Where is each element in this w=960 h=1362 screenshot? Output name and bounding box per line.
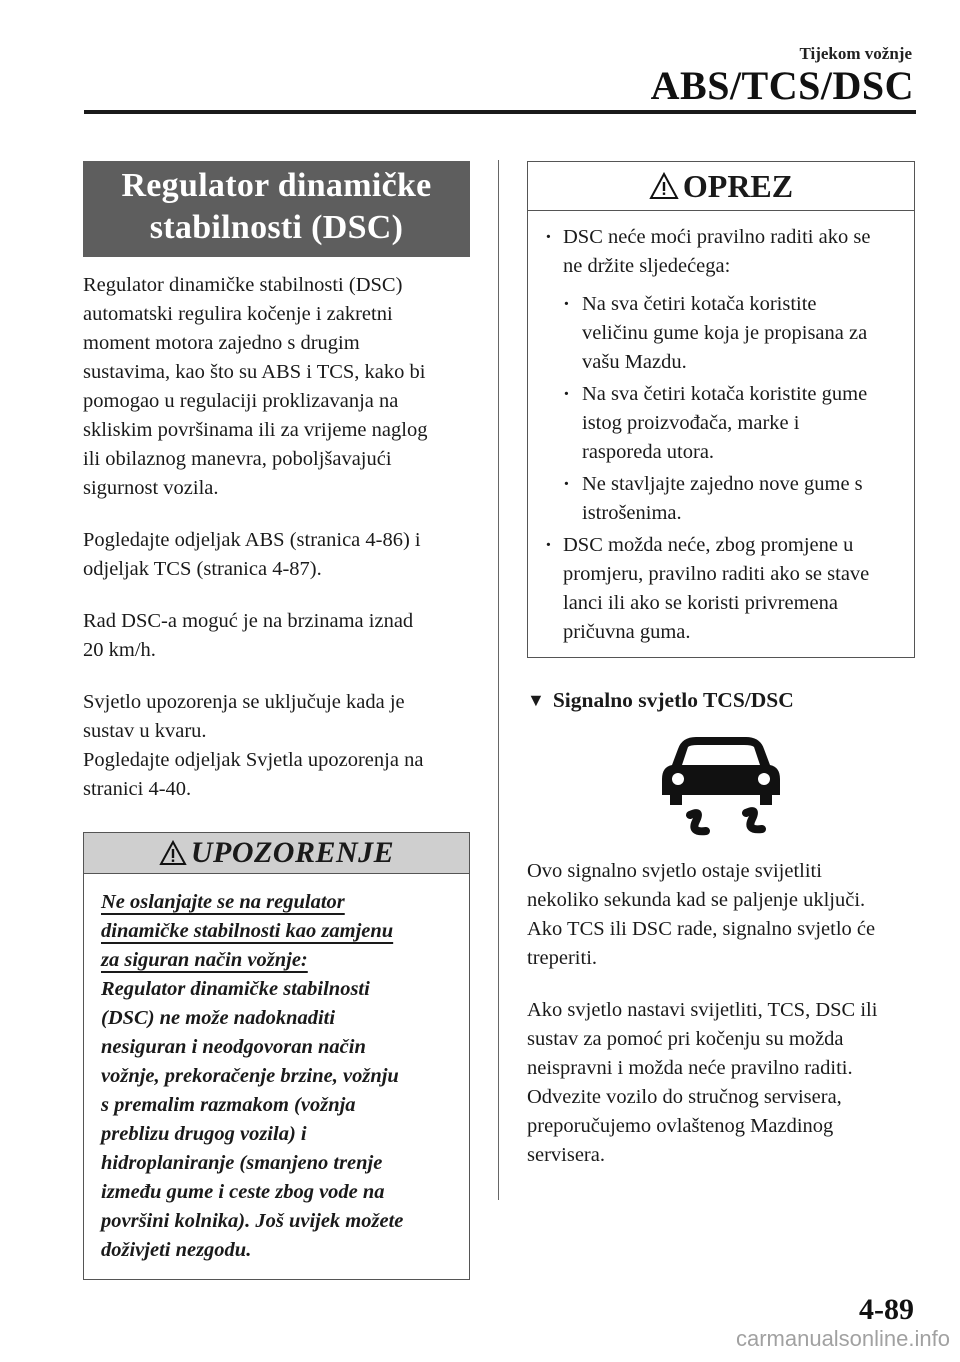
watermark: carmanualsonline.info (735, 1326, 950, 1351)
warning-line: površini kolnika). Još uvijek možete (101, 1210, 404, 1232)
caution-sub-bullet (542, 290, 898, 377)
text-line: moment motora zajedno s drugim (83, 332, 360, 354)
caution-box (527, 161, 915, 658)
text-line: Svjetlo upozorenja se uključuje kada je (83, 691, 405, 713)
right-column (527, 161, 915, 1170)
bullet-dot: · (545, 226, 552, 248)
warning-line: (DSC) ne može nadoknaditi (101, 1007, 336, 1029)
warning-line: preblizu drugog vozila) i (101, 1123, 307, 1145)
text-line: istrošenima. (582, 502, 682, 524)
text-line: sigurnost vozila. (83, 477, 219, 499)
text-line: DSC neće moći pravilno raditi ako se (563, 226, 871, 248)
warning-header (84, 833, 469, 874)
text-line: rasporeda utora. (582, 441, 715, 463)
warning-box (83, 832, 470, 1280)
warning-title: UPOZORENJE (190, 836, 395, 869)
text-line: neispravni i možda neće pravilno raditi. (527, 1057, 853, 1079)
text-line: vašu Mazdu. (582, 351, 687, 373)
text-line: lanci ili ako se koristi privremena (563, 592, 838, 614)
speed-paragraph (83, 607, 470, 665)
text-line: Odvezite vozilo do stručnog servisera, (527, 1086, 842, 1108)
warning-line: Regulator dinamičke stabilnosti (101, 978, 370, 1000)
left-column (83, 161, 470, 1280)
warning-line: vožnje, prekoračenje brzine, vožnju (101, 1065, 399, 1087)
text-line: stranici 4-40. (83, 778, 192, 800)
text-line: nekoliko sekunda kad se paljenje uključi. (527, 889, 866, 911)
text-line: servisera. (527, 1144, 605, 1166)
text-line: promjeru, pravilno raditi ako se stave (563, 563, 870, 585)
warning-body (84, 874, 469, 1279)
warning-triangle-icon (159, 840, 187, 866)
caution-bullet (542, 531, 898, 647)
warning-triangle-icon (649, 172, 679, 200)
caution-sub-bullet (542, 470, 898, 528)
signal-light-heading (527, 688, 915, 713)
bullet-dot: · (563, 383, 570, 405)
text-line: pričuvna guma. (563, 621, 691, 643)
bullet-dot: · (563, 473, 570, 495)
text-line: ili obilaznog manevra, poboljšavajući (83, 448, 392, 470)
text-line: Rad DSC-a moguć je na brzinama iznad (83, 610, 414, 632)
text-line: treperiti. (527, 947, 598, 969)
signal-light-title: Signalno svjetlo TCS/DSC (552, 688, 794, 712)
bullet-dot: · (563, 293, 570, 315)
text-line: Ovo signalno svjetlo ostaje svijetliti (527, 860, 822, 882)
signal-light-paragraph-2 (527, 996, 915, 1170)
text-line: skliskim površinama ili za vrijeme naglog (83, 419, 428, 441)
title-line: Regulator dinamičke (121, 167, 432, 204)
dsc-title-banner (83, 161, 470, 257)
text-line: ne držite sljedećega: (563, 255, 731, 277)
warning-line: između gume i ceste zbog vode na (101, 1181, 385, 1203)
text-line: preporučujemo ovlaštenog Mazdinog (527, 1115, 834, 1137)
text-line: automatski regulira kočenje i zakretni (83, 303, 393, 325)
caution-sub-bullet (542, 380, 898, 467)
warning-line: s premalim razmakom (vožnja (101, 1094, 356, 1116)
text-line: Regulator dinamičke stabilnosti (DSC) (83, 274, 403, 296)
warning-underlined-line: dinamičke stabilnosti kao zamjenu (101, 920, 394, 942)
caution-body (528, 211, 914, 657)
title-line: stabilnosti (DSC) (149, 209, 404, 246)
skidding-car-icon (656, 733, 786, 841)
down-triangle-icon: ▼ (527, 690, 545, 710)
text-line: Ne stavljajte zajedno nove gume s (582, 473, 863, 495)
caution-bullet (542, 223, 898, 281)
header-rule (84, 110, 916, 114)
bullet-dot: · (545, 534, 552, 556)
text-line: Pogledajte odjeljak Svjetla upozorenja na (83, 749, 424, 771)
page-number: 4-89 (859, 1293, 914, 1326)
text-line: Ako svjetlo nastavi svijetliti, TCS, DSC ili (527, 999, 878, 1021)
text-line: Na sva četiri kotača koristite (582, 293, 817, 315)
intro-paragraph (83, 271, 470, 503)
reference-paragraph (83, 526, 470, 584)
text-line: pomogao u regulaciji proklizavanja na (83, 390, 399, 412)
text-line: 20 km/h. (83, 639, 156, 661)
warning-underlined-line: Ne oslanjajte se na regulator (101, 891, 345, 913)
text-line: sustav za pomoć pri kočenju su možda (527, 1028, 844, 1050)
text-line: istog proizvođača, marke i (582, 412, 800, 434)
text-line: odjeljak TCS (stranica 4-87). (83, 558, 322, 580)
caution-title: OPREZ (682, 167, 794, 204)
column-divider (498, 160, 499, 1200)
text-line: Na sva četiri kotača koristite gume (582, 383, 868, 405)
text-line: veličinu gume koja je propisana za (582, 322, 868, 344)
section-title: ABS/TCS/DSC (650, 63, 914, 108)
text-line: sustavima, kao što su ABS i TCS, kako bi (83, 361, 426, 383)
caution-header (528, 162, 914, 211)
signal-light-paragraph-1 (527, 857, 915, 973)
chapter-title: Tijekom vožnje (799, 44, 912, 63)
warning-line: nesiguran i neodgovoran način (101, 1036, 366, 1058)
text-line: DSC možda neće, zbog promjene u (563, 534, 854, 556)
warning-line: doživjeti nezgodu. (101, 1239, 252, 1261)
lamp-figure (527, 733, 915, 841)
warning-underlined-line: za siguran način vožnje: (101, 949, 308, 971)
text-line: Ako TCS ili DSC rade, signalno svjetlo će (527, 918, 876, 940)
warning-light-paragraph (83, 688, 470, 804)
text-line: sustav u kvaru. (83, 720, 207, 742)
text-line: Pogledajte odjeljak ABS (stranica 4-86) i (83, 529, 421, 551)
warning-line: hidroplaniranje (smanjeno trenje (101, 1152, 383, 1174)
